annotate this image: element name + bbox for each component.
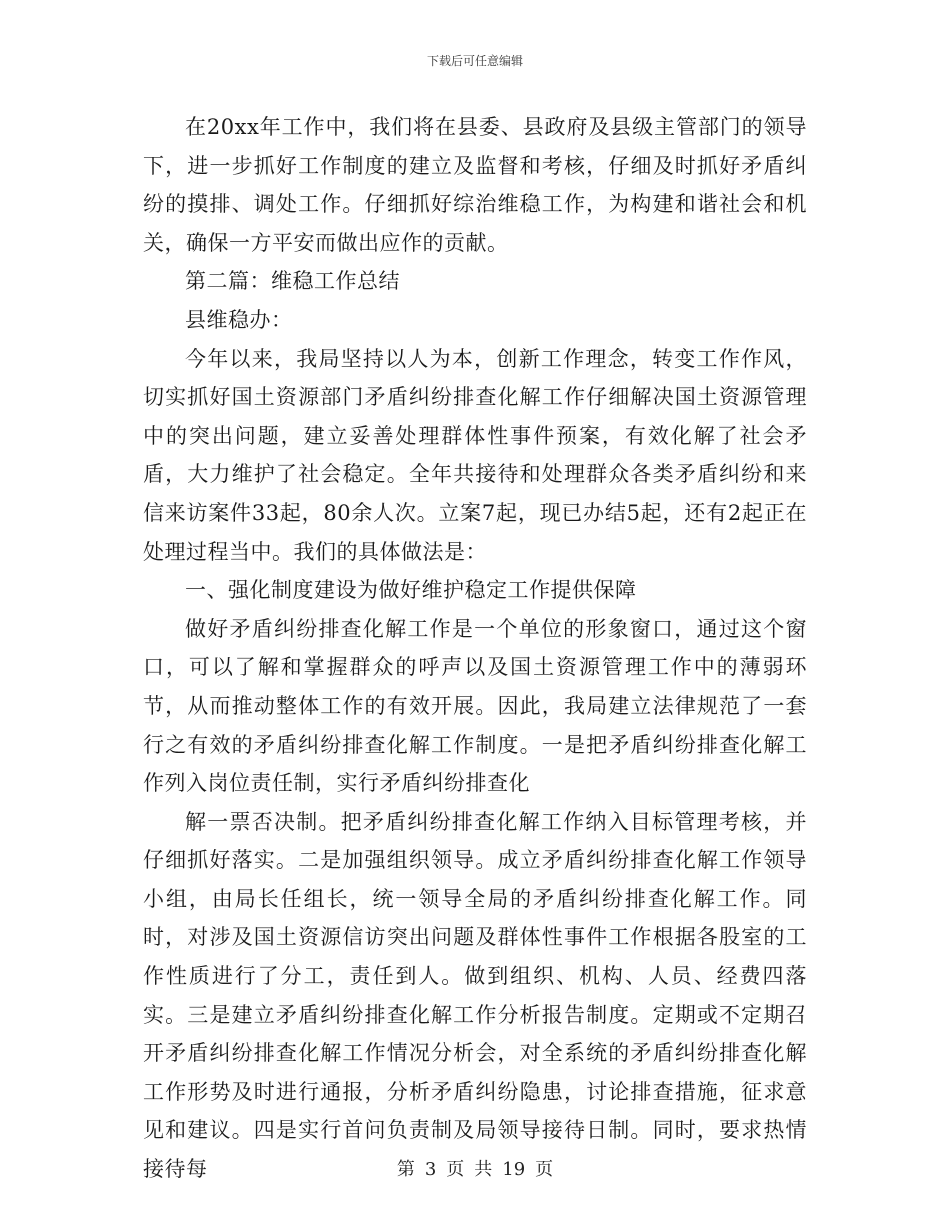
document-body [143, 108, 807, 1189]
total-unit: 页 [535, 1159, 554, 1180]
paragraph-measures: 解一票否决制。把矛盾纠纷排查化解工作纳入目标管理考核，并仔细抓好落实。二是加强组织领导。成立矛盾纠纷排查化解工作领导小组，由局长任组长，统一领导全局的矛盾纠纷排查化解工作。同时，对涉及国土资源信访突出问题及群体性事件工作根据各股室的工作性质进行了分工，责任到人。做到组织、机构、人员、经费四落实。三是建立矛盾纠纷排查化解工作分析报告制度。定期或不定期召开矛盾纠纷排查化解工作情况分析会，对全系统的矛盾纠纷排查化解工作形势及时进行通报，分析矛盾纠纷隐患，讨论排查措施，征求意见和建议。四是实行首问负责制及局领导接待日制。同时，要求热情接待每 [143, 809, 807, 1182]
section-heading-2: 第二篇：维稳工作总结 [185, 269, 400, 294]
page-footer [0, 1155, 950, 1181]
subheading-1: 一、强化制度建设为做好维护稳定工作提供保障 [185, 578, 637, 603]
page-header: 下载后可任意编辑 [426, 54, 523, 68]
page-unit: 页 [446, 1159, 465, 1180]
salutation: 县维稳办： [185, 307, 293, 332]
page-current: 3 [424, 1159, 437, 1180]
paragraph-1: 在20xx年工作中，我们将在县委、县政府及县级主管部门的领导下，进一步抓好工作制度的建立及监督和考核，仔细及时抓好矛盾纠纷的摸排、调处工作。仔细抓好综治维稳工作，为构建和谐社会和机关，确保一方平安而做出应作的贡献。 [143, 115, 807, 255]
total-label: 共 [474, 1159, 493, 1180]
page-label: 第 [396, 1159, 415, 1180]
paragraph-summary: 今年以来，我局坚持以人为本，创新工作理念，转变工作作风，切实抓好国土资源部门矛盾纠纷排查化解工作仔细解决国土资源管理中的突出问题，建立妥善处理群体性事件预案，有效化解了社会矛盾，大力维护了社会稳定。全年共接待和处理群众各类矛盾纠纷和来信来访案件33起，80余人次。立案7起，现已办结5起，还有2起正在处理过程当中。我们的具体做法是： [143, 346, 807, 564]
paragraph-system: 做好矛盾纠纷排查化解工作是一个单位的形象窗口，通过这个窗口，可以了解和掌握群众的呼声以及国土资源管理工作中的薄弱环节，从而推动整体工作的有效开展。因此，我局建立法律规范了一套行之有效的矛盾纠纷排查化解工作制度。一是把矛盾纠纷排查化解工作列入岗位责任制，实行矛盾纠纷排查化 [143, 616, 807, 796]
page-total: 19 [502, 1159, 526, 1180]
